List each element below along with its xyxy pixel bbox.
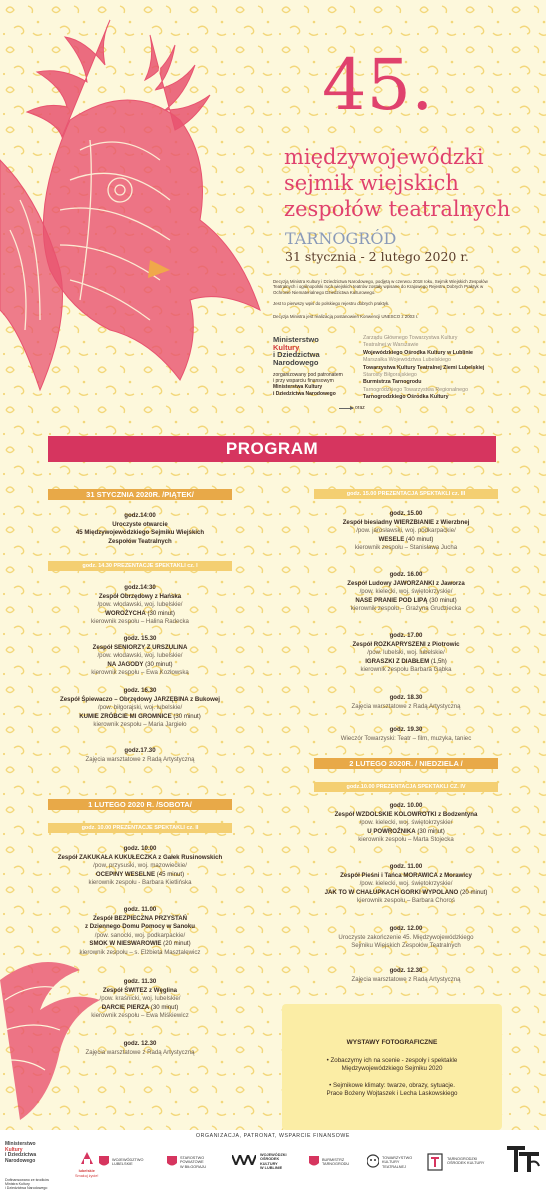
list-item: godz. 11.00 Zespół BEZPIECZNA PRZYSTAŃ z Dziennego Domu Pomocy w Sanoku /pow. sanocki, woj. podkarpackie/ SMOK W NIESWAROWIE (20 minut) kierownik zespołu – s. Elżbieta Masztalewicz xyxy=(79,906,201,956)
footer-ministry-logo: Ministerstwo Kultury i Dziedzictwa Narodowego xyxy=(5,1141,37,1164)
list-item: godz. 15.00 Zespół biesiadny WIERZBIANIE z Wierzbnej /pow. jarosławski, woj. podkarpackie/ WESELE (40 minut) kierownik zespołu – Stanisława Jucha xyxy=(342,510,470,552)
place-name: TARNOGRÓD xyxy=(285,229,397,248)
list-item: godz. 11.00 Zespół Pieśni i Tańca MORAWICA z Morawicy /pow. kielecki, woj. świętokrzyskie/ JAK TO W CHAŁUPKACH GORKI WYPOLANO (20 minut) kierownik zespołu – Barbara Choroś xyxy=(324,863,488,905)
tok-logo: TARNOGRODZKI OŚRODEK KULTURY xyxy=(447,1157,484,1166)
list-item: godz. 11.30 Zespół ŚWITEZ z Węglina /pow. kraśnicki, woj. lubelskie/ DARCIE PIERZA (30 minut) kierownik zespołu – Ewa Miśkiewicz xyxy=(91,978,189,1020)
program-banner: PROGRAM xyxy=(48,436,496,462)
tt-monogram-logo xyxy=(505,1144,541,1174)
rooster-illustration xyxy=(0,0,280,440)
edition-number: 45. xyxy=(322,44,434,126)
tok-mark-icon xyxy=(427,1153,443,1171)
list-item: godz. 12.30 Zajęcia warsztatowe z Radą Artystyczną xyxy=(85,1040,195,1056)
shield-icon xyxy=(167,1156,177,1168)
organizers-left: zorganizowany pod patronatem i przy wsparciu finansowym Ministerstwa Kultury i Dziedzictwa Narodowego xyxy=(273,372,343,397)
day3-events xyxy=(314,802,498,1002)
day1-subheader: godz. 14.30 PREZENTACJE SPEKTAKLI cz. I xyxy=(48,561,232,571)
ministry-logo: Ministerstwo Kultury i Dziedzictwa Narodowego xyxy=(273,335,320,367)
wok-mark-icon xyxy=(232,1155,256,1165)
list-item: godz. 12.30 Zajęcia warsztatowe z Radą Artystyczną xyxy=(351,967,461,983)
footer-sponsors xyxy=(0,1130,546,1200)
lubelskie-logo: lubelskie Smakuj życie! xyxy=(75,1150,98,1178)
title-line-1: międzywojewódzki xyxy=(284,145,484,169)
registry-note: Jest to pierwszy wpis do polskiego rejestru dobrych praktyk. xyxy=(273,301,390,306)
list-item: godz. 16.30 Zespół Śpiewaczo – Obrzędowy JARZĘBINA z Bukowej /pow. biłgorajski, woj. lubelskie/ KUMIE ZRÓBCIE MI GROMNICE (30 minut) kierownik zespołu – Maria Jargieło xyxy=(60,687,220,729)
wojewodztwo-lubelskie-logo: WOJEWÓDZTWO LUBELSKIE xyxy=(112,1158,143,1167)
list-item: godz.14:30 Zespół Obrzędowy z Hańska /pow. włodawski, woj. lubelskie/ WOROŻYCHA (30 minut) kierownik zespołu – Halina Radecka xyxy=(91,584,189,626)
list-item: godz. 16.00 Zespół Ludowy JAWORZANKI z Jaworza /pow. kielecki, woj. świętokrzyskie/ NASE PRANIE POD LIPĄ (30 minut) kierownik zespołu – Grażyna Grudziecka xyxy=(347,571,465,613)
festival-dates: 31 stycznia - 2 lutego 2020 r. xyxy=(285,249,469,264)
organizers-right: Zarządu Głównego Towarzystwa Kultury Teatralnej w Warszawie Wojewódzkiego Ośrodka Kultury w Lublinie Marszałka Województwa Lubelskiego Towarzystwa Kultury Teatralnej Ziemi Lubelskiej Starosty Biłgorajskiego Burmistrza Tarnogrodu Tarnogrodzkiego Towarzystwa Regionalnego Tarnogrodzkiego Ośrodka Kultury xyxy=(363,335,485,401)
burmistrz-logo: BURMISTRZ TARNOGRODU xyxy=(322,1158,349,1167)
day2-header: 1 LUTEGO 2020 R. /SOBOTA/ xyxy=(48,799,232,810)
day1-opening: godz.14:00 Uroczyste otwarcie 45 Międzywojewódzkiego Sejmiku Wiejskich Zespołów Teatralnych xyxy=(75,512,205,545)
lubelskie-mark-icon xyxy=(78,1150,96,1168)
list-item: godz. 17.00 Zespół ROZKAPRYSZENI z Piotrowic /pow. lubelski, woj. lubelskie/ IGRASZKI Z DIABŁEM (1,5h) kierownik zespołu Barbara Gąbka xyxy=(352,632,460,674)
list-item: godz.17.30 Zajęcia warsztatowe z Radą Artystyczną xyxy=(85,747,195,763)
title-line-3: zespołów teatralnych xyxy=(284,197,511,221)
cofinanced-note: Dofinansowano ze środków Ministra Kultury i Dziedzictwa Narodowego xyxy=(5,1178,49,1191)
wok-lublin-logo: WOJEWÓDZKI OŚRODEK KULTURY W LUBLINIE xyxy=(260,1153,287,1170)
crest-icon xyxy=(99,1156,109,1168)
starostwo-logo: STAROSTWO POWIATOWE W BIŁGORAJU xyxy=(180,1156,206,1169)
day2-subheader-3: godz. 15.00 PREZENTACJA SPEKTAKLI cz. III xyxy=(314,489,498,499)
list-item: godz. 19.30 Wieczór Towarzyski: Teatr – film, muzyka, taniec xyxy=(340,726,472,742)
unesco-note: Decyzja Ministra jest realizacją postanowień Konwencji UNESCO z 2003 r. xyxy=(273,314,419,319)
theatre-mask-icon xyxy=(367,1154,379,1168)
tkt-logo: TOWARZYSTWO KULTURY TEATRALNEJ xyxy=(382,1156,412,1169)
day1-events xyxy=(48,584,232,804)
day3-header: 2 LUTEGO 2020R. / NIEDZIELA / xyxy=(314,758,498,769)
day1-header: 31 STYCZNIA 2020R. /PIĄTEK/ xyxy=(48,489,232,500)
list-item: godz. 10.00 Zespół WZDOLSKIE KOLOWROTKI z Bodzentyna /pow. kielecki, woj. świętokrzyskie/ U POWROŹNIKA (30 minut) kierownik zespołu – Marta Stojecka xyxy=(334,802,478,844)
title-line-2: sejmik wiejskich xyxy=(284,171,459,195)
day2-subheader: godz. 10.00 PREZENTACJE SPEKTAKLI cz. II xyxy=(48,823,232,833)
footer-caption: ORGANIZACJA, PATRONAT, WSPARCIE FINANSOWE xyxy=(196,1133,350,1139)
exhibitions-box: WYSTAWY FOTOGRAFICZNE • Zobaczymy ich na scenie - zespoły i spektakle Międzywojewódzkiego Sejmiku 2020 • Sejmikowe klimaty: twarze, obrazy, sytuacje. Prace Bożeny Wojtaszek i Lecha Laskowskiego xyxy=(282,1004,502,1130)
organizers-oraz: oraz xyxy=(355,405,365,411)
day2-events-b xyxy=(314,510,498,780)
town-crest-icon xyxy=(309,1156,319,1168)
list-item: godz. 10.00 Zespół ZAKUKAŁA KUKUŁECZKA z Gałek Rusinowskich /pow. przysuski, woj. mazowieckie/ OCEPINY WESELNE (45 minut) kierownik zespołu - Barbara Kietlińska xyxy=(57,845,223,887)
exhibitions-title: WYSTAWY FOTOGRAFICZNE xyxy=(346,1039,438,1046)
list-item: godz. 15.30 Zespół SENIORZY Z URSZULINA /pow. włodawski, woj. lubelskie/ NA JAGODY (30 minut) kierownik zespołu – Ewa Kozłowska xyxy=(91,635,189,677)
registry-paragraph: Decyzją Ministra Kultury i Dziedzictwa Narodowego, podjętą w czerwcu 2018 roku, Sejmik Wiejskich Zespołów Teatralnych i ogólnopolski ruch wiejskich teatrów zostały wpisane do Krajowego Rejestru Dobrych Praktyk w Ochronie Niematerialnego Dziedzictwa Kulturowego. xyxy=(273,279,488,295)
arrow-icon xyxy=(339,408,353,409)
day3-subheader: godz.10.00 PREZENTACJA SPEKTAKLI CZ. IV xyxy=(314,782,498,792)
list-item: godz. 12.00 Uroczyste zakończenie 45. Międzywojewódzkiego Sejmiku Wiejskich Zespołów Teatralnych xyxy=(338,925,474,950)
day2-events xyxy=(48,845,232,1125)
list-item: godz. 18.30 Zajęcia warsztatowe z Radą Artystyczną xyxy=(351,694,461,710)
